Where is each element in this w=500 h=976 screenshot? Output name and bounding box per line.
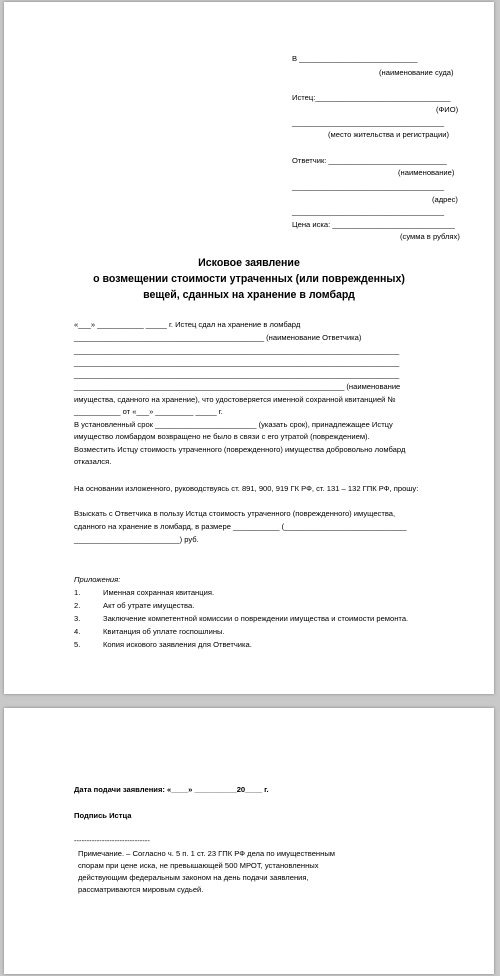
footnote-line: спорам при цене иска, не превышающей 500 МРОТ, установленных: [78, 861, 319, 870]
body-line: сданного на хранение в ломбард, в размере ___________ (_____________________________: [74, 522, 407, 531]
defendant-address-hint: (адрес): [432, 195, 458, 204]
attachment-item: Заключение компетентной комиссии о повреждении имущества и стоимости ремонта.: [103, 614, 409, 623]
attachment-number: 3.: [74, 614, 81, 623]
body-line: отказался.: [74, 457, 112, 466]
plaintiff-line: Истец:________________________________: [292, 93, 451, 102]
sum-hint: (сумма в рублях): [400, 232, 460, 241]
footnote-line: рассматриваются мировым судьей.: [78, 885, 204, 894]
blank-line-2: ____________________________________: [292, 182, 445, 191]
document-subtitle-1: о возмещении стоимости утраченных (или поврежденных): [93, 273, 405, 285]
body-line: _____________________________________________________________________________: [74, 358, 400, 367]
body-line: _________________________) руб.: [74, 535, 199, 544]
body-line: _____________________________________________________________________________: [74, 370, 400, 379]
claim-price-line: Цена иска: _____________________________: [292, 220, 455, 229]
body-line: имущество ломбардом возвращено не было в связи с его утратой (повреждением).: [74, 432, 370, 441]
blank-line-3: ____________________________________: [292, 207, 445, 216]
footnote-separator: ------------------------------: [74, 836, 150, 845]
body-line: имущества, сданного на хранение), что удостоверяется именной сохранной квитанцией №: [74, 395, 396, 404]
body-line: На основании изложенного, руководствуясь ст. 891, 900, 919 ГК РФ, ст. 131 – 132 ГПК РФ, прошу:: [74, 484, 419, 493]
blank-line-1: ____________________________________: [292, 118, 445, 127]
body-line: ___________ от «___» _________ _____ г.: [74, 407, 223, 416]
attachment-number: 5.: [74, 640, 81, 649]
attachment-item: Акт об утрате имущества.: [103, 601, 195, 610]
attachment-number: 2.: [74, 601, 81, 610]
body-line: Взыскать с Ответчика в пользу Истца стоимость утраченного (поврежденного) имущества,: [74, 509, 396, 518]
document-page-1: [4, 2, 494, 694]
attachment-number: 1.: [74, 588, 81, 597]
attachment-item: Копия искового заявления для Ответчика.: [103, 640, 252, 649]
body-line: В установленный срок ________________________ (указать срок), принадлежащее Истцу: [74, 420, 393, 429]
body-line: _____________________________________________________________________________: [74, 346, 400, 355]
address-hint: (место жительства и регистрации): [328, 130, 450, 139]
fio-hint: (ФИО): [436, 105, 459, 114]
court-hint: (наименование суда): [379, 68, 454, 77]
document-subtitle-2: вещей, сданных на хранение в ломбард: [143, 289, 355, 301]
document-page-2: [4, 708, 494, 974]
filing-date-line: Дата подачи заявления: «____» __________20____ г.: [74, 785, 269, 794]
plaintiff-signature-label: Подпись Истца: [74, 811, 132, 820]
attachment-item: Именная сохранная квитанция.: [103, 588, 215, 597]
body-line: «___» ___________ _____ г. Истец сдал на хранение в ломбард: [74, 320, 301, 329]
attachment-item: Квитанция об уплате госпошлины.: [103, 627, 225, 636]
footnote-line: Примечание. – Согласно ч. 5 п. 1 ст. 23 ГПК РФ дела по имущественным: [78, 849, 335, 858]
defendant-line: Ответчик: ____________________________: [292, 156, 447, 165]
court-line: В ____________________________: [292, 54, 418, 63]
document-title: Исковое заявление: [198, 257, 300, 269]
defendant-name-hint: (наименование): [398, 168, 455, 177]
body-line: Возместить Истцу стоимость утраченного (поврежденного) имущества добровольно ломбард: [74, 445, 406, 454]
body-line: ________________________________________________________________ (наименование: [74, 382, 401, 391]
body-line: _____________________________________________ (наименование Ответчика): [74, 333, 362, 342]
footnote-line: действующим федеральным законом на день подачи заявления,: [78, 873, 309, 882]
attachment-number: 4.: [74, 627, 81, 636]
attachments-heading: Приложения:: [74, 575, 121, 584]
